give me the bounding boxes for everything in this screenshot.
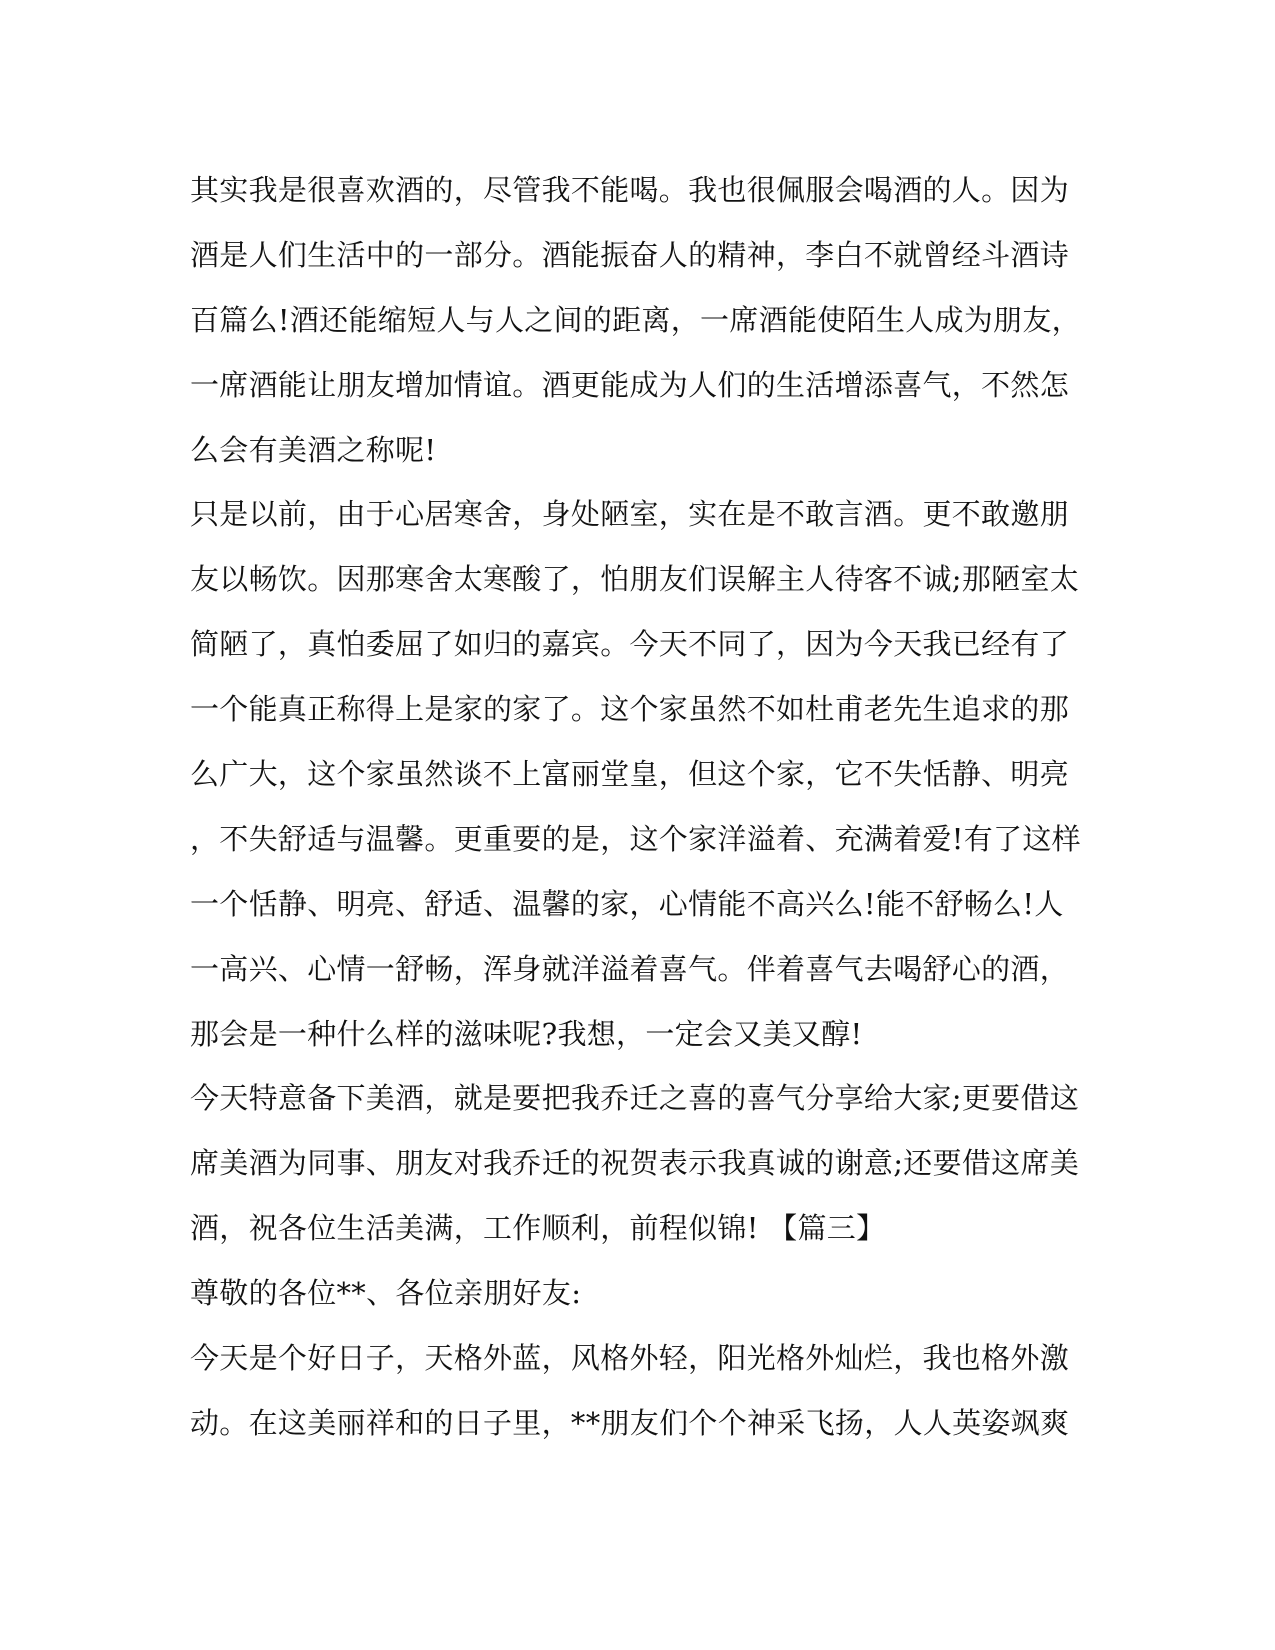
text-line-15: 今天特意备下美酒，就是要把我乔迁之喜的喜气分享给大家;更要借这 <box>190 1081 1080 1116</box>
text-line-1: 其实我是很喜欢酒的，尽管我不能喝。我也很佩服会喝酒的人。因为 <box>190 173 1070 207</box>
text-line-6: 只是以前，由于心居寒舍，身处陋室，实在是不敢言酒。更不敢邀朋 <box>190 497 1070 532</box>
text-line-18: 尊敬的各位**、各位亲朋好友: <box>190 1276 582 1311</box>
text-line-3: 百篇么!酒还能缩短人与人之间的距离，一席酒能使陌生人成为朋友， <box>190 302 1081 337</box>
text-line-13: 一高兴、心情一舒畅，浑身就洋溢着喜气。伴着喜气去喝舒心的酒， <box>190 951 1070 986</box>
text-line-17: 酒，祝各位生活美满，工作顺利，前程似锦! 【篇三】 <box>190 1211 886 1246</box>
text-line-9: 一个能真正称得上是家的家了。这个家虽然不如杜甫老先生追求的那 <box>190 692 1070 727</box>
text-line-14: 那会是一种什么样的滋味呢?我想，一定会又美又醇! <box>190 1016 863 1051</box>
text-line-7: 友以畅饮。因那寒舍太寒酸了，怕朋友们误解主人待客不诚;那陋室太 <box>190 562 1080 597</box>
text-line-8: 简陋了，真怕委屈了如归的嘉宾。今天不同了，因为今天我已经有了 <box>190 627 1070 662</box>
document-body <box>190 158 1090 1456</box>
text-line-4: 一席酒能让朋友增加情谊。酒更能成为人们的生活增添喜气，不然怎 <box>190 367 1070 402</box>
text-line-2: 酒是人们生活中的一部分。酒能振奋人的精神，李白不就曾经斗酒诗 <box>190 237 1070 272</box>
text-line-5: 么会有美酒之称呢! <box>190 432 437 467</box>
text-line-16: 席美酒为同事、朋友对我乔迁的祝贺表示我真诚的谢意;还要借这席美 <box>190 1146 1080 1181</box>
text-line-10: 么广大，这个家虽然谈不上富丽堂皇，但这个家，它不失恬静、明亮 <box>190 757 1070 792</box>
text-line-19: 今天是个好日子，天格外蓝，风格外轻，阳光格外灿烂，我也格外激 <box>190 1341 1070 1376</box>
text-line-11: ，不失舒适与温馨。更重要的是，这个家洋溢着、充满着爱!有了这样 <box>190 821 1081 856</box>
text-line-20: 动。在这美丽祥和的日子里，**朋友们个个神采飞扬，人人英姿飒爽 <box>190 1405 1070 1440</box>
text-line-12: 一个恬静、明亮、舒适、温馨的家，心情能不高兴么!能不舒畅么!人 <box>190 886 1064 921</box>
